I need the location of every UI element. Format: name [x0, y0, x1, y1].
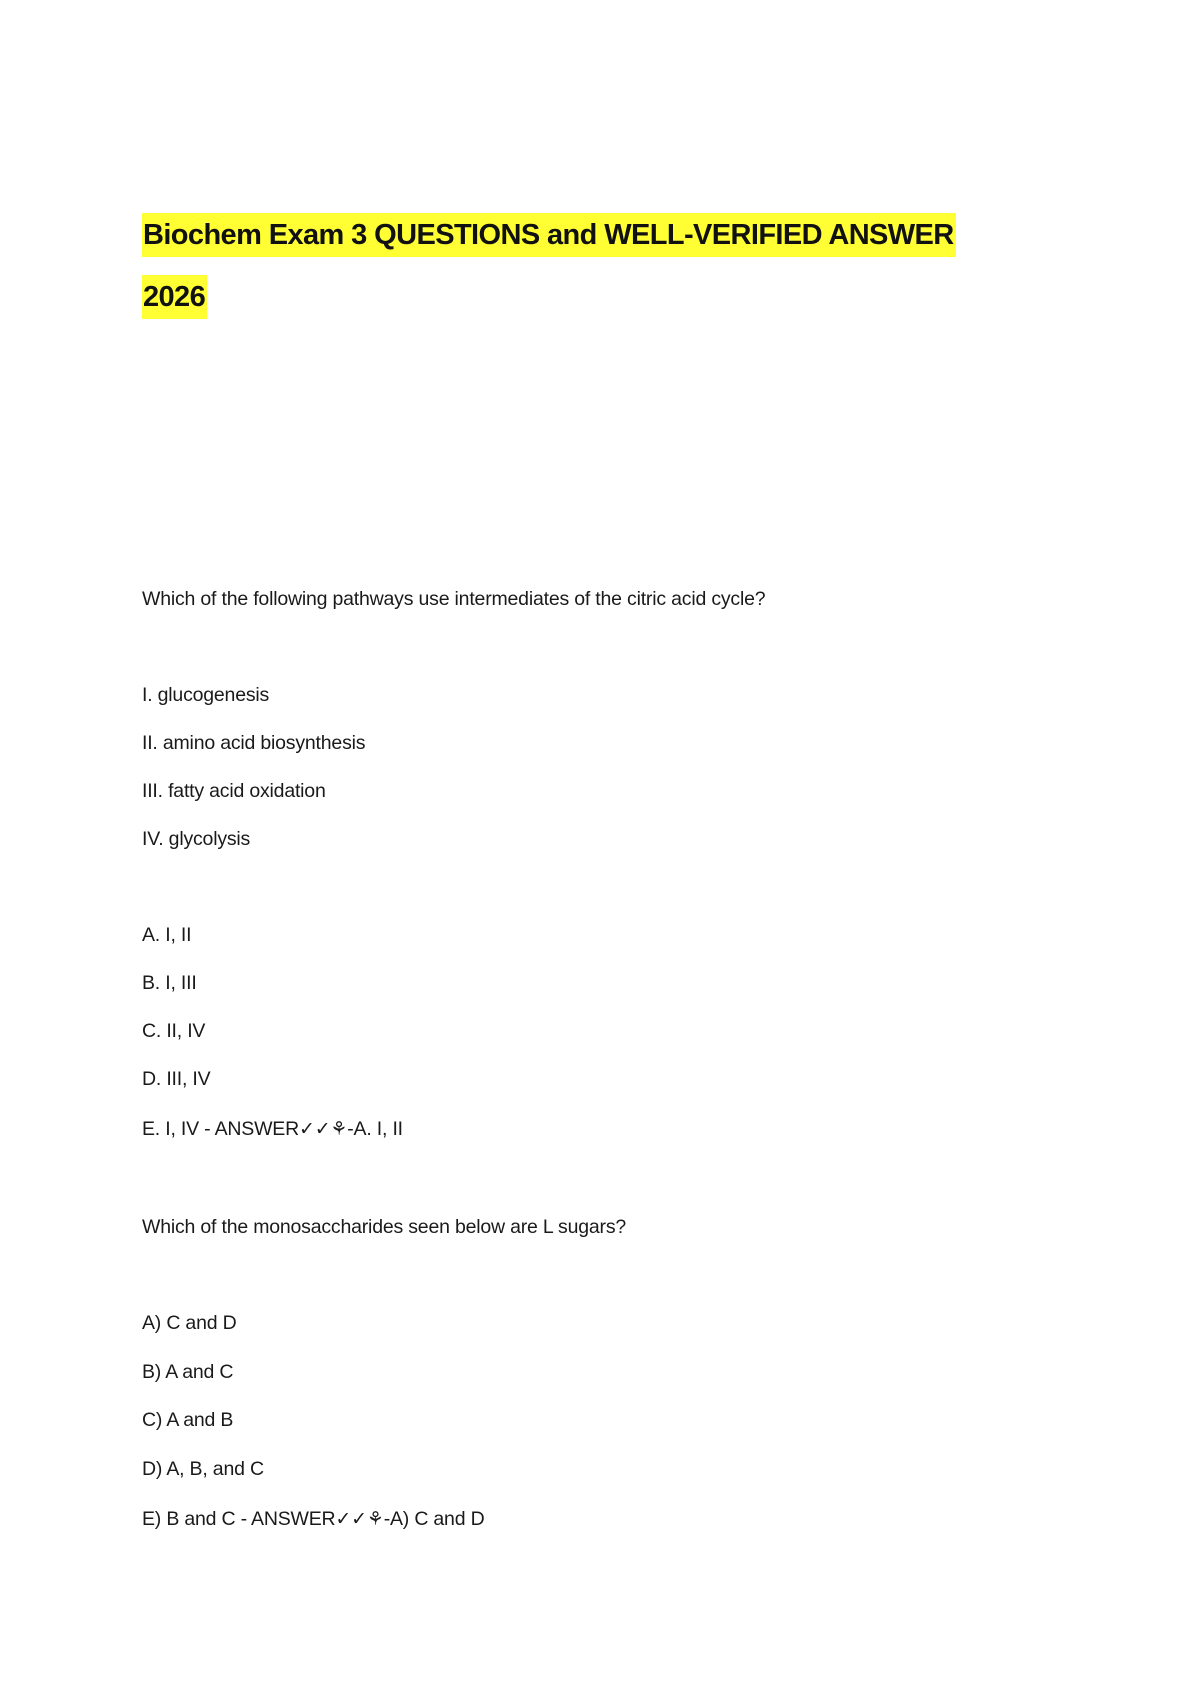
question-2-option-b: B) A and C [142, 1361, 234, 1383]
question-2-option-c: C) A and B [142, 1409, 234, 1431]
question-1-statement-2: II. amino acid biosynthesis [142, 732, 366, 754]
question-1-answer: -A. I, II [347, 1118, 403, 1140]
document-title [142, 213, 1042, 319]
question-1-option-b: B. I, III [142, 972, 197, 994]
question-1-option-c: C. II, IV [142, 1020, 206, 1042]
answer-check-icon: ✓✓⚘ [298, 1118, 348, 1140]
question-2-option-e: E) B and C - ANSWER [142, 1508, 336, 1530]
question-1-statement-4: IV. glycolysis [142, 828, 251, 850]
question-2-option-a: A) C and D [142, 1312, 237, 1334]
question-2-answer: -A) C and D [383, 1508, 485, 1530]
question-2-option-e-with-answer [142, 1506, 484, 1532]
question-2-text: Which of the monosaccharides seen below are L sugars? [142, 1216, 627, 1238]
question-1-statement-3: III. fatty acid oxidation [142, 780, 326, 802]
question-2-option-d: D) A, B, and C [142, 1458, 264, 1480]
question-1-option-d: D. III, IV [142, 1068, 211, 1090]
question-1-option-e: E. I, IV - ANSWER [142, 1118, 299, 1140]
title-line-2: 2026 [142, 275, 207, 319]
question-1-text: Which of the following pathways use intermediates of the citric acid cycle? [142, 588, 766, 610]
title-line-1: Biochem Exam 3 QUESTIONS and WELL-VERIFIED ANSWER [142, 213, 956, 257]
answer-check-icon: ✓✓⚘ [335, 1508, 384, 1530]
question-1-option-a: A. I, II [142, 924, 192, 946]
question-1-statement-1: I. glucogenesis [142, 684, 270, 706]
question-1-option-e-with-answer [142, 1116, 403, 1142]
